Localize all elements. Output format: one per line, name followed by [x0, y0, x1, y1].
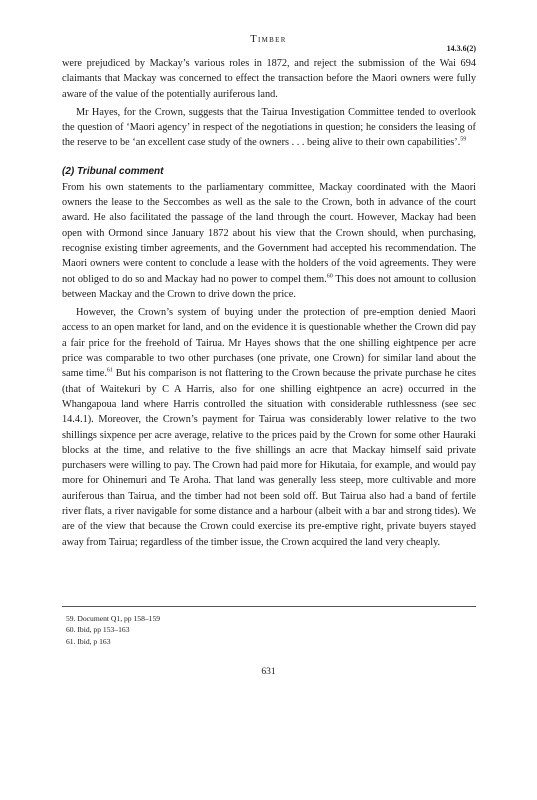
footnotes [66, 613, 466, 647]
footnote-ref-59[interactable]: 59 [460, 137, 467, 144]
footnote-59: 59. Document Q1, pp 158–159 [66, 614, 161, 623]
body-text [62, 56, 476, 550]
section-number: 14.3.6(2) [446, 44, 476, 53]
paragraph-2-text: Mr Hayes, for the Crown, suggests that the Tairua Investigation Committee tended to overlook the question of ‘Maori agency’ in respect of the negotiations in question; he considers the leasing of the reserve to be ‘an excellent case study of the owners . . . being alive to their own capabilities’. [62, 106, 476, 149]
paragraph-4-text-a: However, the Crown’s system of buying under the protection of pre-emption denied Maori access to an open market for land, and on the evidence it is questionable whether the Crown did pay a fair price for the freehold of Tairua. Mr Hayes shows that the one shilling eightpence per acre price was comparable to two other purchases (one private, one Crown) for similar land about the same time. [62, 307, 476, 380]
paragraph-3-text-a: From his own statements to the parliamentary committee, Mackay coordinated with the Maori owners the lease to the Seccombes as well as the sale to the Crown, both in advance of the court award. He also facilitated the passage of the land through the court. However, Mackay had been open with Ormond since January 1872 about his view that the Crown should, when purchasing, recognise existing timber agreements, and the Government had accepted his recommendation. The Maori owners were content to conclude a lease with the holders of the void agreements. They were not obliged to do so and Mackay had no power to compel them. [62, 181, 476, 285]
footnote-ref-60[interactable]: 60 [326, 273, 333, 280]
paragraph-3-text-b: This does not amount to collusion between Mackay and the Crown to drive down the price. [62, 273, 476, 300]
paragraph-2 [62, 105, 476, 151]
footnote-60: 60. Ibid, pp 153–163 [66, 625, 130, 635]
page-number: 631 [261, 667, 276, 677]
paragraph-3 [62, 180, 476, 302]
footnote-divider [62, 606, 476, 607]
subheading-tribunal-comment: (2) Tribunal comment [62, 165, 164, 177]
paragraph-1: were prejudiced by Mackay’s various roles in 1872, and reject the submission of the Wai 694 claimants that Mackay was concerned to effect the transaction before the Maori owners were fully aware of the value of the potentially auriferous land. [62, 58, 476, 100]
running-head: Timber [250, 34, 287, 45]
paragraph-4 [62, 305, 476, 550]
footnote-61: 61. Ibid, p 163 [66, 636, 111, 646]
paragraph-4-text-b: But his comparison is not flattering to the Crown because the private purchase he cites (that of Waitekuri by C A Harris, also for one shilling eightpence an acre) occurred in the Whangapoua land where Harris controlled the situation with considerable ruthlessness (see sec 14.4.1). Moreover, the Crown’s payment for Tairua was considerably lower relative to the two shillings sixpence per acre average, relative to the prices paid by the Crown for some other Hauraki blocks at the time, and relative to the five shillings an acre that Mackay himself said private purchasers were willing to pay. The Crown had paid more for Hikutaia, for example, and would pay more for Ohinemuri and Te Aroha. That land was generally less steep, more cultivable and more auriferous than Tairua, and the timber had not been sold off. But Tairua also had a band of fertile river flats, a river navigable for some distance and a harbour (albeit with a bar and strong tides). We are of the view that because the Crown could exercise its pre-emptive right, private buyers stayed away from Tairua; regardless of the timber issue, the Crown acquired the land very cheaply. [62, 368, 476, 548]
footnote-ref-61[interactable]: 61 [106, 367, 113, 374]
